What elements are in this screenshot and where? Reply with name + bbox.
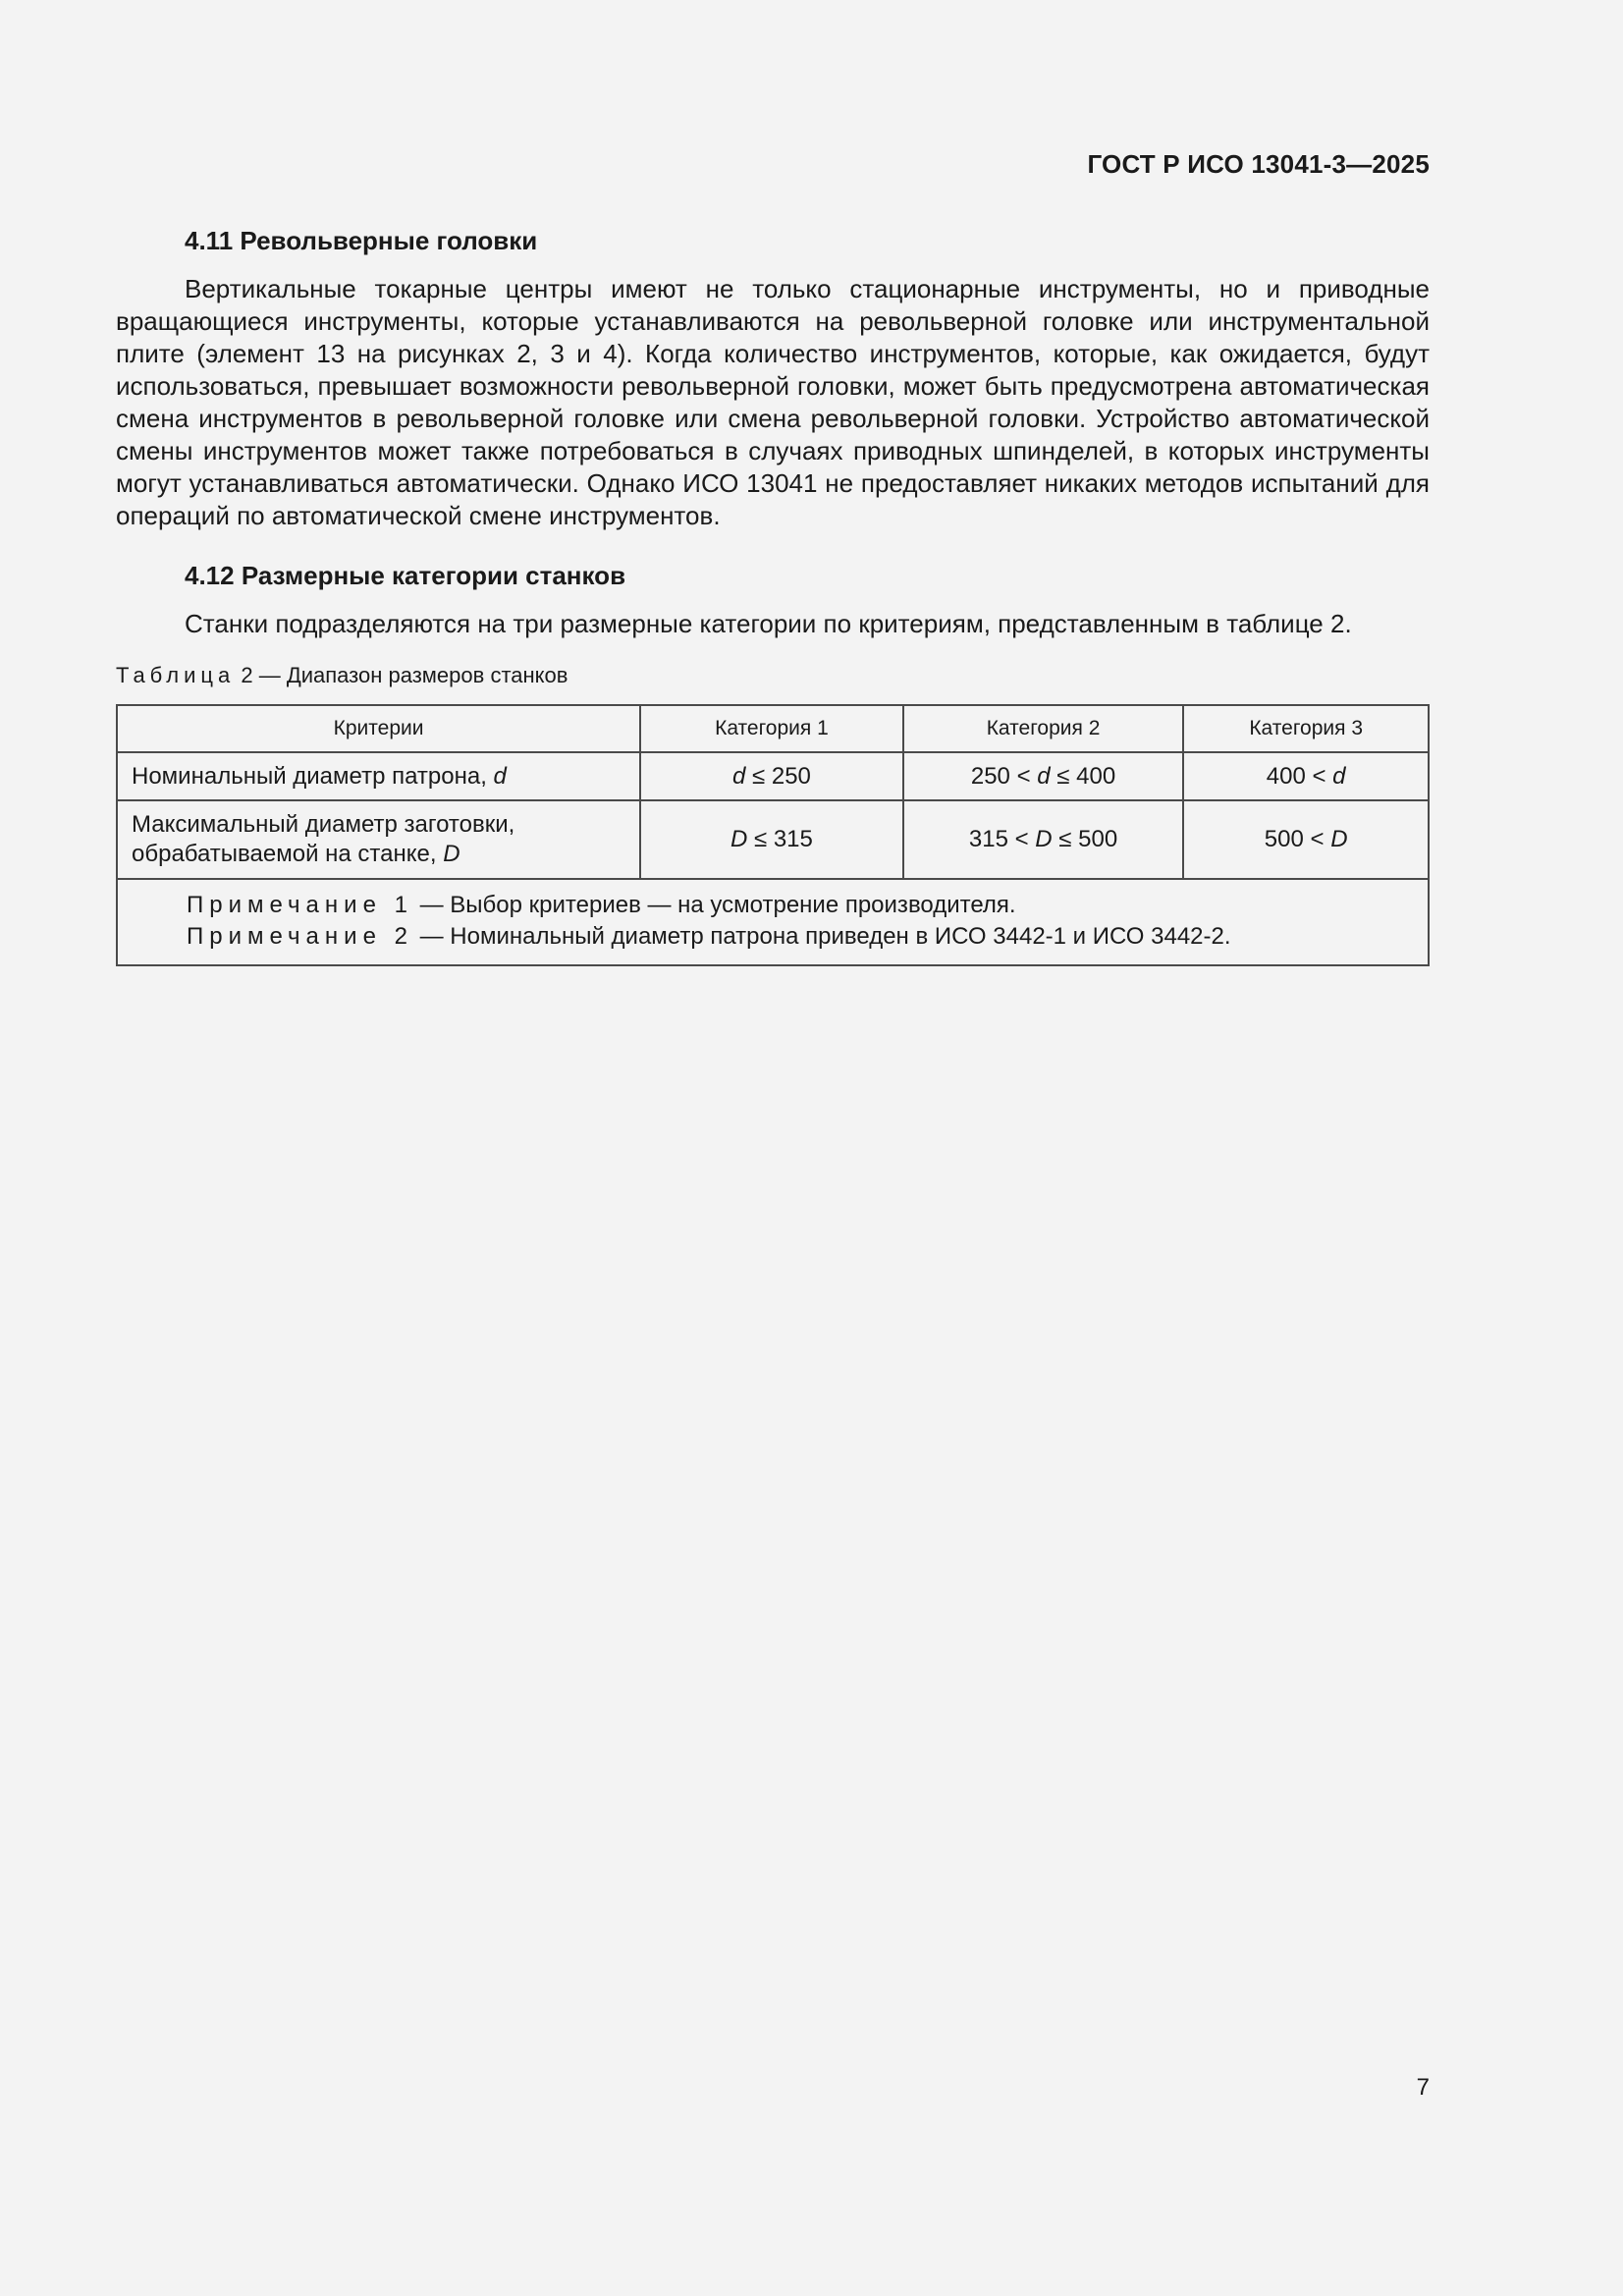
cell-category-2: 315 < D ≤ 500 xyxy=(903,800,1184,879)
cell-category-2: 250 < d ≤ 400 xyxy=(903,752,1184,800)
header-category-3: Категория 3 xyxy=(1183,705,1429,752)
document-page xyxy=(116,0,1430,2296)
table-row xyxy=(117,752,1429,800)
section-heading-4-11: 4.11 Револьверные головки xyxy=(185,226,538,255)
header-category-2: Категория 2 xyxy=(903,705,1184,752)
header-criteria: Критерии xyxy=(117,705,640,752)
table-caption xyxy=(116,663,568,688)
size-range-table xyxy=(116,704,1430,966)
table-note-2: Примечание 2 — Номинальный диаметр патрона приведен в ИСО 3442-1 и ИСО 3442-2. xyxy=(187,923,1231,950)
cell-category-1: d ≤ 250 xyxy=(640,752,903,800)
page-number: 7 xyxy=(1416,2074,1430,2101)
table-notes xyxy=(117,879,1429,965)
cell-category-1: D ≤ 315 xyxy=(640,800,903,879)
section-heading-4-12: 4.12 Размерные категории станков xyxy=(185,561,626,590)
header-category-1: Категория 1 xyxy=(640,705,903,752)
table-row xyxy=(117,800,1429,879)
table-note-1: Примечание 1 — Выбор критериев — на усмотрение производителя. xyxy=(187,892,1016,918)
row-criterion: Номинальный диаметр патрона, d xyxy=(117,752,640,800)
cell-category-3: 400 < d xyxy=(1183,752,1429,800)
cell-category-3: 500 < D xyxy=(1183,800,1429,879)
row-criterion: Максимальный диаметр заготовки, обрабатываемой на станке, D xyxy=(117,800,640,879)
section-paragraph-4-11: Вертикальные токарные центры имеют не только стационарные инструменты, но и приводные вращающиеся инструменты, которые устанавливаются на револьверной головке или инструментальной плите (элемент 13 на рисунках 2, 3 и 4). Когда количество инструментов, которые, как ожидается, будут использоваться, превышает возможности револьверной головки, может быть предусмотрена автоматическая смена инструментов в револьверной головке или смена револьверной головки. Устройство автоматической смены инструментов может также потребоваться в случаях приводных шпинделей, в которых инструменты могут устанавливаться автоматически. Однако ИСО 13041 не предоставляет никаких методов испытаний для операций по автоматической смене инструментов. xyxy=(116,274,1430,530)
table-caption-label: Таблица xyxy=(116,663,236,687)
table-caption-text: 2 — Диапазон размеров станков xyxy=(235,663,568,687)
section-paragraph-4-12: Станки подразделяются на три размерные категории по критериям, представленным в таблице 2. xyxy=(185,609,1352,638)
table-header-row xyxy=(117,705,1429,752)
document-code: ГОСТ Р ИСО 13041-3—2025 xyxy=(1087,149,1430,179)
table-notes-row xyxy=(117,879,1429,965)
